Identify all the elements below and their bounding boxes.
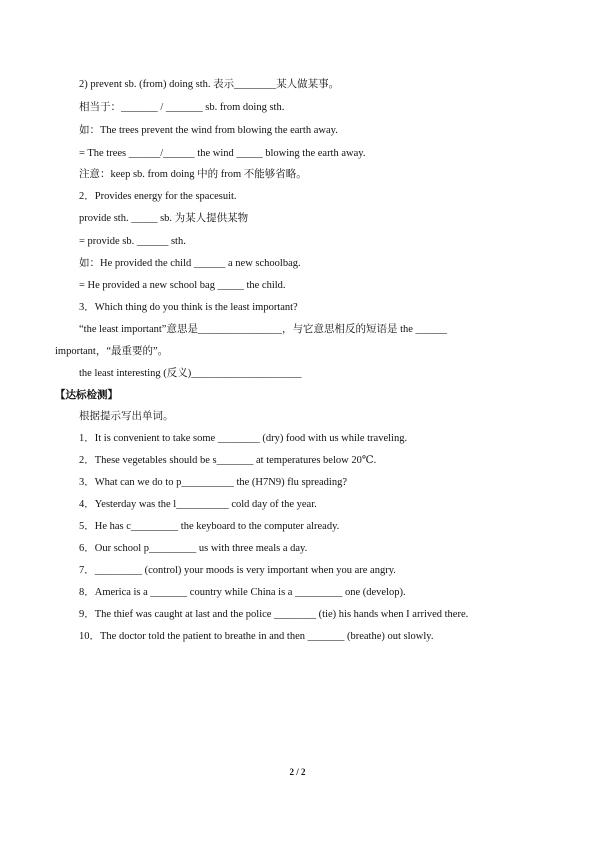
exercise-item: 4．Yesterday was the l__________ cold day of the year. (79, 499, 317, 510)
text-line: = provide sb. ______ sth. (79, 236, 186, 247)
text-line: provide sth. _____ sb. 为某人提供某物 (79, 213, 249, 224)
exercise-item: 2．These vegetables should be s_______ at temperatures below 20℃. (79, 455, 377, 466)
text-line: 相当于：_______ / _______ sb. from doing sth. (79, 102, 285, 113)
page-number: 2 / 2 (289, 767, 306, 777)
text-line: = He provided a new school bag _____ the child. (79, 280, 286, 291)
text-line: the least interesting (反义)_____________________ (79, 368, 302, 379)
text-line: 2．Provides energy for the spacesuit. (79, 191, 237, 202)
text-line: 2) prevent sb. (from) doing sth. 表示________某人做某事。 (79, 79, 340, 90)
text-line: 注意：keep sb. from doing 中的 from 不能够省略。 (79, 169, 307, 180)
exercise-item: 6．Our school p_________ us with three meals a day. (79, 543, 308, 554)
exercise-item: 9．The thief was caught at last and the police ________ (tie) his hands when I arrived there. (79, 609, 469, 620)
text-line: 3．Which thing do you think is the least important? (79, 302, 298, 313)
exercise-item: 3．What can we do to p__________ the (H7N9) flu spreading? (79, 477, 347, 488)
text-line: “the least important”意思是________________，与它意思相反的短语是 the ______ (79, 324, 448, 335)
exercise-item: 8．America is a _______ country while China is a _________ one (develop). (79, 587, 406, 598)
exercise-item: 1．It is convenient to take some ________ (dry) food with us while traveling. (79, 433, 408, 444)
text-line: important，“最重要的”。 (55, 346, 169, 357)
text-line: = The trees ______/______ the wind _____ blowing the earth away. (79, 148, 366, 159)
text-line: 如：The trees prevent the wind from blowing the earth away. (79, 125, 338, 136)
exercise-item: 5．He has c_________ the keyboard to the computer already. (79, 521, 340, 532)
exercise-item: 7．_________ (control) your moods is very important when you are angry. (79, 565, 396, 576)
text-line: 如：He provided the child ______ a new schoolbag. (79, 258, 301, 269)
instruction-text: 根据提示写出单词。 (79, 411, 174, 422)
section-heading: 【达标检测】 (55, 390, 118, 401)
exercise-item: 10．The doctor told the patient to breathe in and then _______ (breathe) out slowly. (79, 631, 434, 642)
